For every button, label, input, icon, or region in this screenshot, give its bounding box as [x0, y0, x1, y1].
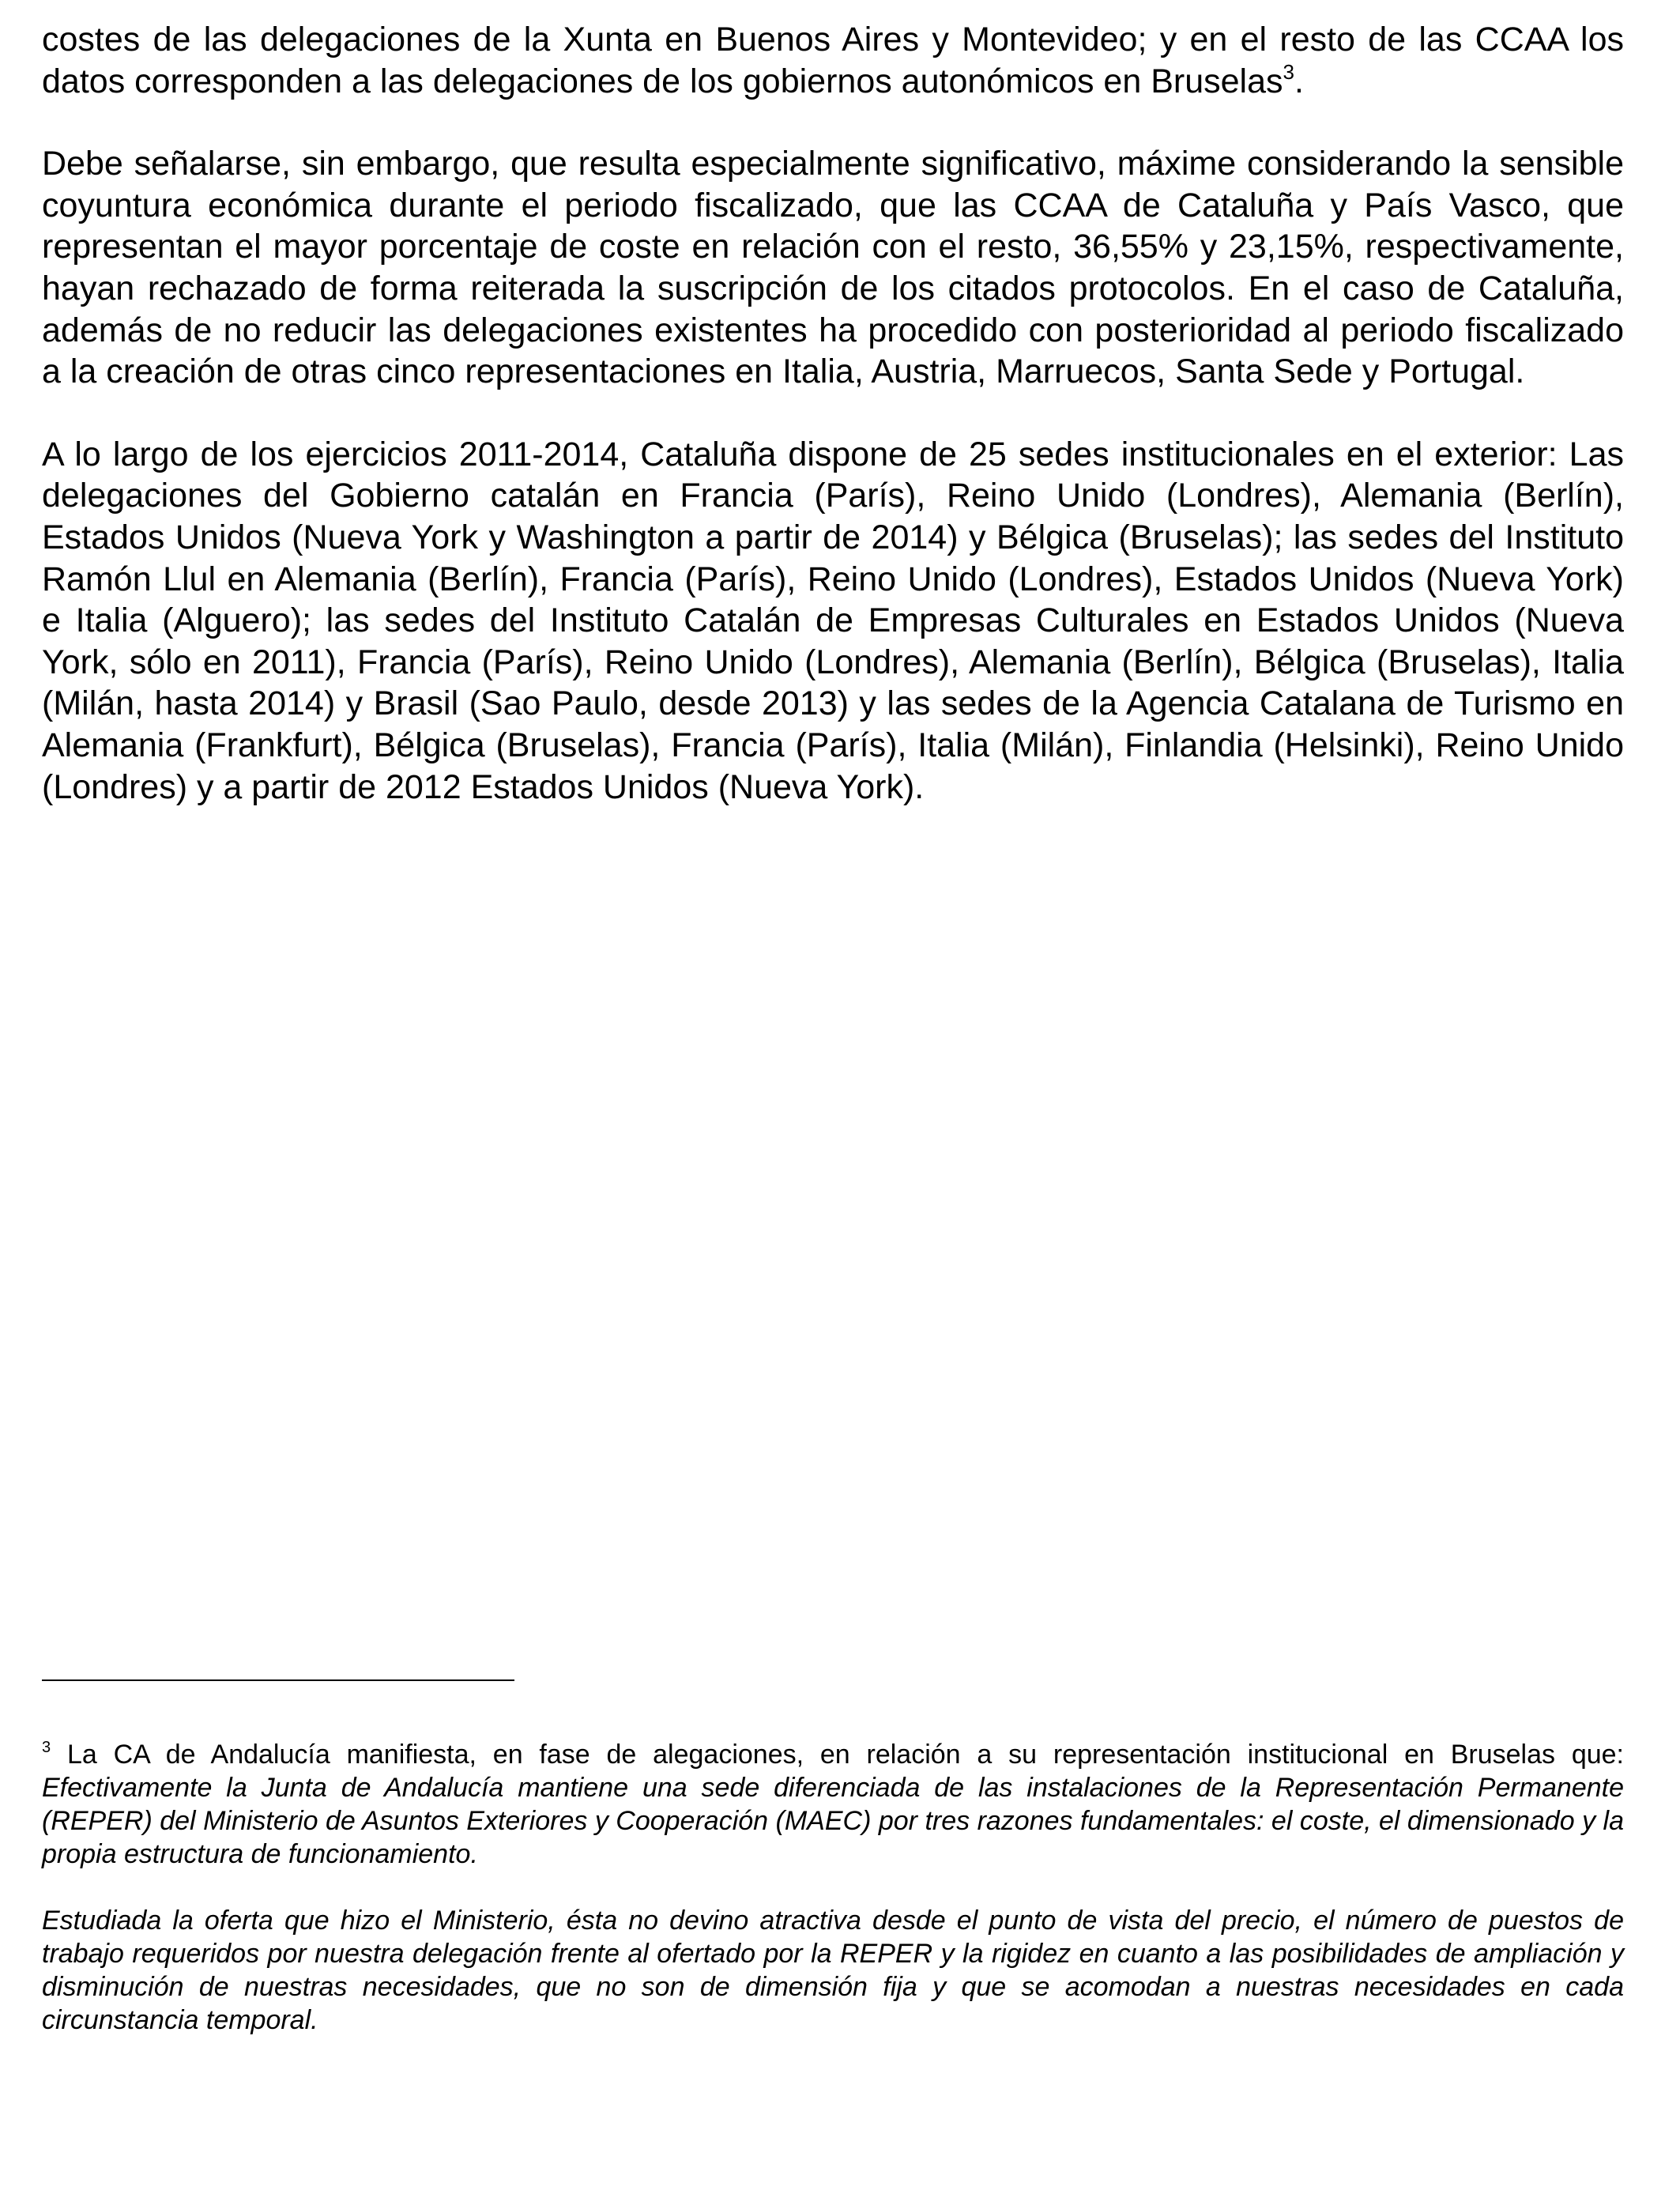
paragraph-cataluna-sedes: A lo largo de los ejercicios 2011-2014, Cataluña dispone de 25 sedes institucionales en el exterior: Las delegaciones del Gobierno catalán en Francia (París), Reino Unido (Londres), Alemania (Berlín), Estados Unidos (Nueva York y Washington a partir de 2014) y Bélgica (Bruselas); las sedes del Instituto Ramón Llul en Alemania (Berlín), Francia (París), Reino Unido (Londres), Estados Unidos (Nueva York) e Italia (Alguero); las sedes del Instituto Catalán de Empresas Culturales en Estados Unidos (Nueva York, sólo en 2011), Francia (París), Reino Unido (Londres), Alemania (Berlín), Bélgica (Bruselas), Italia (Milán, hasta 2014) y Brasil (Sao Paulo, desde 2013) y las sedes de la Agencia Catalana de Turismo en Alemania (Frankfurt), Bélgica (Bruselas), Francia (París), Italia (Milán), Finlandia (Helsinki), Reino Unido (Londres) y a partir de 2012 Estados Unidos (Nueva York).: [42, 435, 1624, 806]
footnote-3: [42, 1738, 1624, 1871]
paragraph-text: costes de las delegaciones de la Xunta en Buenos Aires y Montevideo; y en el resto de las CCAA los datos corresponden a las delegaciones de los gobiernos autonómicos en Bruselas: [42, 21, 1624, 100]
footnote-marker: 3: [42, 1739, 51, 1756]
footnote-separator: [42, 1679, 514, 1681]
footnotes-section: [42, 1679, 1624, 2037]
footnote-quote-2: Estudiada la oferta que hizo el Ministerio, ésta no devino atractiva desde el punto de vista del precio, el número de puestos de trabajo requeridos por nuestra delegación frente al ofertado por la REPER y la rigidez en cuanto a las posibilidades de ampliación y disminución de nuestras necesidades, que no son de dimensión fija y que se acomodan a nuestras necesidades en cada circunstancia temporal.: [42, 1906, 1624, 2035]
footnote-quote-1: Efectivamente la Junta de Andalucía mantiene una sede diferenciada de las instalaciones de la Representación Permanente (REPER) del Ministerio de Asuntos Exteriores y Cooperación (MAEC) por tres razones fundamentales: el coste, el dimensionado y la propia estructura de funcionamiento.: [42, 1773, 1624, 1869]
paragraph-tail: .: [1294, 62, 1304, 100]
footnote-reference[interactable]: 3: [1283, 59, 1294, 84]
paragraph-cataluna-pais-vasco: Debe señalarse, sin embargo, que resulta especialmente significativo, máxime considerando la sensible coyuntura económica durante el periodo fiscalizado, que las CCAA de Cataluña y País Vasco, que representan el mayor porcentaje de coste en relación con el resto, 36,55% y 23,15%, respectivamente, hayan rechazado de forma reiterada la suscripción de los citados protocolos. En el caso de Cataluña, además de no reducir las delegaciones existentes ha procedido con posterioridad al periodo fiscalizado a la creación de otras cinco representaciones en Italia, Austria, Marruecos, Santa Sede y Portugal.: [42, 145, 1624, 391]
paragraph-delegation-costs: [42, 19, 1624, 102]
footnote-intro: La CA de Andalucía manifiesta, en fase de alegaciones, en relación a su representación institucional en Bruselas que:: [51, 1740, 1624, 1770]
document-body: [42, 19, 1624, 808]
